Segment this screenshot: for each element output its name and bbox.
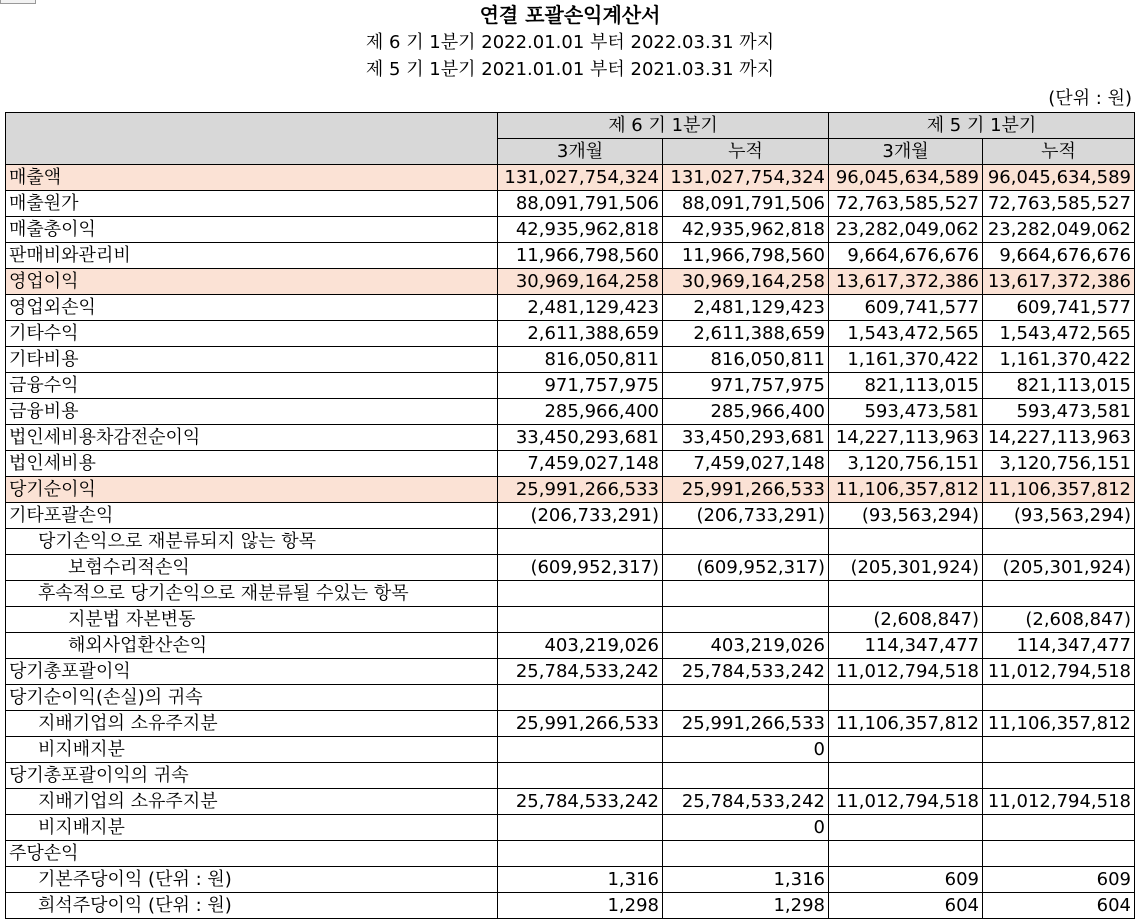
p6-3m-value: 1,298 (498, 893, 663, 919)
table-row (6, 321, 1135, 347)
p6-3m-value (498, 685, 663, 711)
table-row (6, 555, 1135, 581)
row-label: 판매비와관리비 (6, 243, 498, 269)
p5-3m-value: (93,563,294) (829, 503, 983, 529)
p6-cum-value: 285,966,400 (663, 399, 829, 425)
p6-3m-value: 25,784,533,242 (498, 789, 663, 815)
row-label: 비지배지분 (6, 737, 498, 763)
p6-cum-value: 0 (663, 737, 829, 763)
p5-3m-value: 14,227,113,963 (829, 425, 983, 451)
header-period6: 제 6 기 1분기 (498, 113, 829, 139)
p5-cum-value: (205,301,924) (983, 555, 1135, 581)
p6-cum-value: 11,966,798,560 (663, 243, 829, 269)
p5-cum-value: 72,763,585,527 (983, 191, 1135, 217)
table-row (6, 425, 1135, 451)
p5-3m-value (829, 737, 983, 763)
p5-3m-value: 11,012,794,518 (829, 659, 983, 685)
row-label: 영업이익 (6, 269, 498, 295)
row-label: 금융수익 (6, 373, 498, 399)
p6-cum-value (663, 685, 829, 711)
table-row (6, 451, 1135, 477)
table-row (6, 529, 1135, 555)
table-row (6, 841, 1135, 867)
p5-3m-value: 609 (829, 867, 983, 893)
p6-3m-value: 131,027,754,324 (498, 165, 663, 191)
p5-cum-value (983, 685, 1135, 711)
p6-cum-value (663, 607, 829, 633)
p6-3m-value: 2,481,129,423 (498, 295, 663, 321)
p6-3m-value (498, 763, 663, 789)
table-row (6, 217, 1135, 243)
p5-cum-value: 14,227,113,963 (983, 425, 1135, 451)
p6-cum-value: 42,935,962,818 (663, 217, 829, 243)
p5-cum-value: 821,113,015 (983, 373, 1135, 399)
p5-3m-value: 821,113,015 (829, 373, 983, 399)
p6-cum-value: 816,050,811 (663, 347, 829, 373)
p6-3m-value: 25,784,533,242 (498, 659, 663, 685)
header-row-periods (6, 113, 1135, 139)
p5-3m-value: 1,543,472,565 (829, 321, 983, 347)
table-row (6, 763, 1135, 789)
row-label: 기타포괄손익 (6, 503, 498, 529)
row-label: 당기총포괄이익 (6, 659, 498, 685)
table-row (6, 581, 1135, 607)
p6-cum-value: 1,298 (663, 893, 829, 919)
row-label: 매출액 (6, 165, 498, 191)
row-label: 당기총포괄이익의 귀속 (6, 763, 498, 789)
row-label: 기타비용 (6, 347, 498, 373)
row-label: 기본주당이익 (단위 : 원) (6, 867, 498, 893)
p6-3m-value (498, 529, 663, 555)
table-row (6, 711, 1135, 737)
p6-cum-value: (609,952,317) (663, 555, 829, 581)
table-row (6, 737, 1135, 763)
row-label: 당기손익으로 재분류되지 않는 항목 (6, 529, 498, 555)
p6-cum-value: 25,784,533,242 (663, 789, 829, 815)
p6-3m-value: 11,966,798,560 (498, 243, 663, 269)
p5-3m-value (829, 581, 983, 607)
table-row (6, 867, 1135, 893)
p5-cum-value (983, 581, 1135, 607)
table-row (6, 789, 1135, 815)
p5-cum-value: 1,543,472,565 (983, 321, 1135, 347)
p6-3m-value: 25,991,266,533 (498, 477, 663, 503)
header-p6-cum: 누적 (663, 139, 829, 165)
unit-label: (단위 : 원) (1048, 88, 1132, 109)
p6-cum-value: 1,316 (663, 867, 829, 893)
row-label: 후속적으로 당기손익으로 재분류될 수있는 항목 (6, 581, 498, 607)
statement-title: 연결 포괄손익계산서 (479, 3, 661, 27)
p5-cum-value: 23,282,049,062 (983, 217, 1135, 243)
p5-3m-value: 23,282,049,062 (829, 217, 983, 243)
p5-3m-value: 1,161,370,422 (829, 347, 983, 373)
p5-3m-value (829, 841, 983, 867)
row-label: 당기순이익 (6, 477, 498, 503)
p6-3m-value: (206,733,291) (498, 503, 663, 529)
table-row (6, 503, 1135, 529)
p5-3m-value: 11,012,794,518 (829, 789, 983, 815)
table-row (6, 607, 1135, 633)
p5-cum-value: 593,473,581 (983, 399, 1135, 425)
p6-cum-value: 33,450,293,681 (663, 425, 829, 451)
p5-3m-value: 593,473,581 (829, 399, 983, 425)
p5-cum-value: (2,608,847) (983, 607, 1135, 633)
p5-3m-value: 9,664,676,676 (829, 243, 983, 269)
p6-3m-value: 42,935,962,818 (498, 217, 663, 243)
row-label: 보험수리적손익 (6, 555, 498, 581)
row-label: 매출원가 (6, 191, 498, 217)
row-label: 해외사업환산손익 (6, 633, 498, 659)
table-row (6, 477, 1135, 503)
p5-3m-value: (205,301,924) (829, 555, 983, 581)
p5-cum-value: 11,012,794,518 (983, 659, 1135, 685)
p5-3m-value (829, 763, 983, 789)
p5-3m-value: (2,608,847) (829, 607, 983, 633)
p5-cum-value (983, 737, 1135, 763)
row-label: 주당손익 (6, 841, 498, 867)
p5-cum-value: 11,012,794,518 (983, 789, 1135, 815)
p6-3m-value (498, 841, 663, 867)
table-row (6, 815, 1135, 841)
p5-cum-value (983, 763, 1135, 789)
p6-cum-value: 2,481,129,423 (663, 295, 829, 321)
p5-cum-value: 11,106,357,812 (983, 477, 1135, 503)
p6-cum-value: 88,091,791,506 (663, 191, 829, 217)
p6-3m-value: 2,611,388,659 (498, 321, 663, 347)
p5-cum-value (983, 815, 1135, 841)
p5-3m-value: 11,106,357,812 (829, 477, 983, 503)
row-label: 금융비용 (6, 399, 498, 425)
p6-3m-value: 88,091,791,506 (498, 191, 663, 217)
p5-3m-value: 96,045,634,589 (829, 165, 983, 191)
p6-cum-value: (206,733,291) (663, 503, 829, 529)
p5-3m-value: 114,347,477 (829, 633, 983, 659)
table-row (6, 269, 1135, 295)
income-statement-table (5, 112, 1135, 919)
p6-3m-value (498, 607, 663, 633)
p6-3m-value: 7,459,027,148 (498, 451, 663, 477)
row-label: 지배기업의 소유주지분 (6, 711, 498, 737)
table-row (6, 659, 1135, 685)
period-current: 제 6 기 1분기 2022.01.01 부터 2022.03.31 까지 (365, 32, 775, 53)
table-row (6, 633, 1135, 659)
table-row (6, 165, 1135, 191)
p5-cum-value: 609,741,577 (983, 295, 1135, 321)
header-blank (6, 113, 498, 165)
table-row (6, 295, 1135, 321)
row-label: 희석주당이익 (단위 : 원) (6, 893, 498, 919)
p6-cum-value: 131,027,754,324 (663, 165, 829, 191)
p6-3m-value (498, 737, 663, 763)
p5-3m-value (829, 815, 983, 841)
p5-cum-value: 114,347,477 (983, 633, 1135, 659)
p5-3m-value: 604 (829, 893, 983, 919)
p5-cum-value (983, 529, 1135, 555)
p6-cum-value (663, 581, 829, 607)
p5-cum-value (983, 841, 1135, 867)
period-prior: 제 5 기 1분기 2021.01.01 부터 2021.03.31 까지 (365, 59, 775, 80)
p6-cum-value: 25,991,266,533 (663, 477, 829, 503)
p5-3m-value: 11,106,357,812 (829, 711, 983, 737)
p6-cum-value: 971,757,975 (663, 373, 829, 399)
p6-3m-value (498, 815, 663, 841)
p5-3m-value: 13,617,372,386 (829, 269, 983, 295)
p6-3m-value: 816,050,811 (498, 347, 663, 373)
table-row (6, 399, 1135, 425)
p6-cum-value: 25,784,533,242 (663, 659, 829, 685)
header-p5-3m: 3개월 (829, 139, 983, 165)
row-label: 법인세비용차감전순이익 (6, 425, 498, 451)
p5-3m-value: 3,120,756,151 (829, 451, 983, 477)
p6-cum-value (663, 841, 829, 867)
p5-cum-value: 1,161,370,422 (983, 347, 1135, 373)
table-row (6, 373, 1135, 399)
p5-3m-value: 609,741,577 (829, 295, 983, 321)
row-label: 당기순이익(손실)의 귀속 (6, 685, 498, 711)
p5-cum-value: 604 (983, 893, 1135, 919)
header-period5: 제 5 기 1분기 (829, 113, 1135, 139)
p6-3m-value: 25,991,266,533 (498, 711, 663, 737)
p5-3m-value (829, 529, 983, 555)
p6-cum-value: 403,219,026 (663, 633, 829, 659)
p6-cum-value (663, 763, 829, 789)
p6-cum-value: 25,991,266,533 (663, 711, 829, 737)
p6-3m-value: 33,450,293,681 (498, 425, 663, 451)
p5-cum-value: 609 (983, 867, 1135, 893)
row-label: 매출총이익 (6, 217, 498, 243)
p6-cum-value: 2,611,388,659 (663, 321, 829, 347)
p5-cum-value: 96,045,634,589 (983, 165, 1135, 191)
row-label: 지분법 자본변동 (6, 607, 498, 633)
p6-3m-value: 285,966,400 (498, 399, 663, 425)
p5-cum-value: 9,664,676,676 (983, 243, 1135, 269)
header-p5-cum: 누적 (983, 139, 1135, 165)
p6-cum-value (663, 529, 829, 555)
table-row (6, 685, 1135, 711)
p5-3m-value (829, 685, 983, 711)
p6-3m-value: 403,219,026 (498, 633, 663, 659)
table-row (6, 893, 1135, 919)
table-row (6, 347, 1135, 373)
p5-cum-value: (93,563,294) (983, 503, 1135, 529)
p6-3m-value (498, 581, 663, 607)
p5-cum-value: 11,106,357,812 (983, 711, 1135, 737)
p6-cum-value: 0 (663, 815, 829, 841)
row-label: 법인세비용 (6, 451, 498, 477)
row-label: 비지배지분 (6, 815, 498, 841)
row-label: 기타수익 (6, 321, 498, 347)
p6-cum-value: 7,459,027,148 (663, 451, 829, 477)
p6-3m-value: 1,316 (498, 867, 663, 893)
p6-3m-value: 971,757,975 (498, 373, 663, 399)
header-p6-3m: 3개월 (498, 139, 663, 165)
row-label: 영업외손익 (6, 295, 498, 321)
p6-cum-value: 30,969,164,258 (663, 269, 829, 295)
table-row (6, 243, 1135, 269)
p5-cum-value: 13,617,372,386 (983, 269, 1135, 295)
p6-3m-value: (609,952,317) (498, 555, 663, 581)
table-row (6, 191, 1135, 217)
row-label: 지배기업의 소유주지분 (6, 789, 498, 815)
p5-cum-value: 3,120,756,151 (983, 451, 1135, 477)
p5-3m-value: 72,763,585,527 (829, 191, 983, 217)
p6-3m-value: 30,969,164,258 (498, 269, 663, 295)
